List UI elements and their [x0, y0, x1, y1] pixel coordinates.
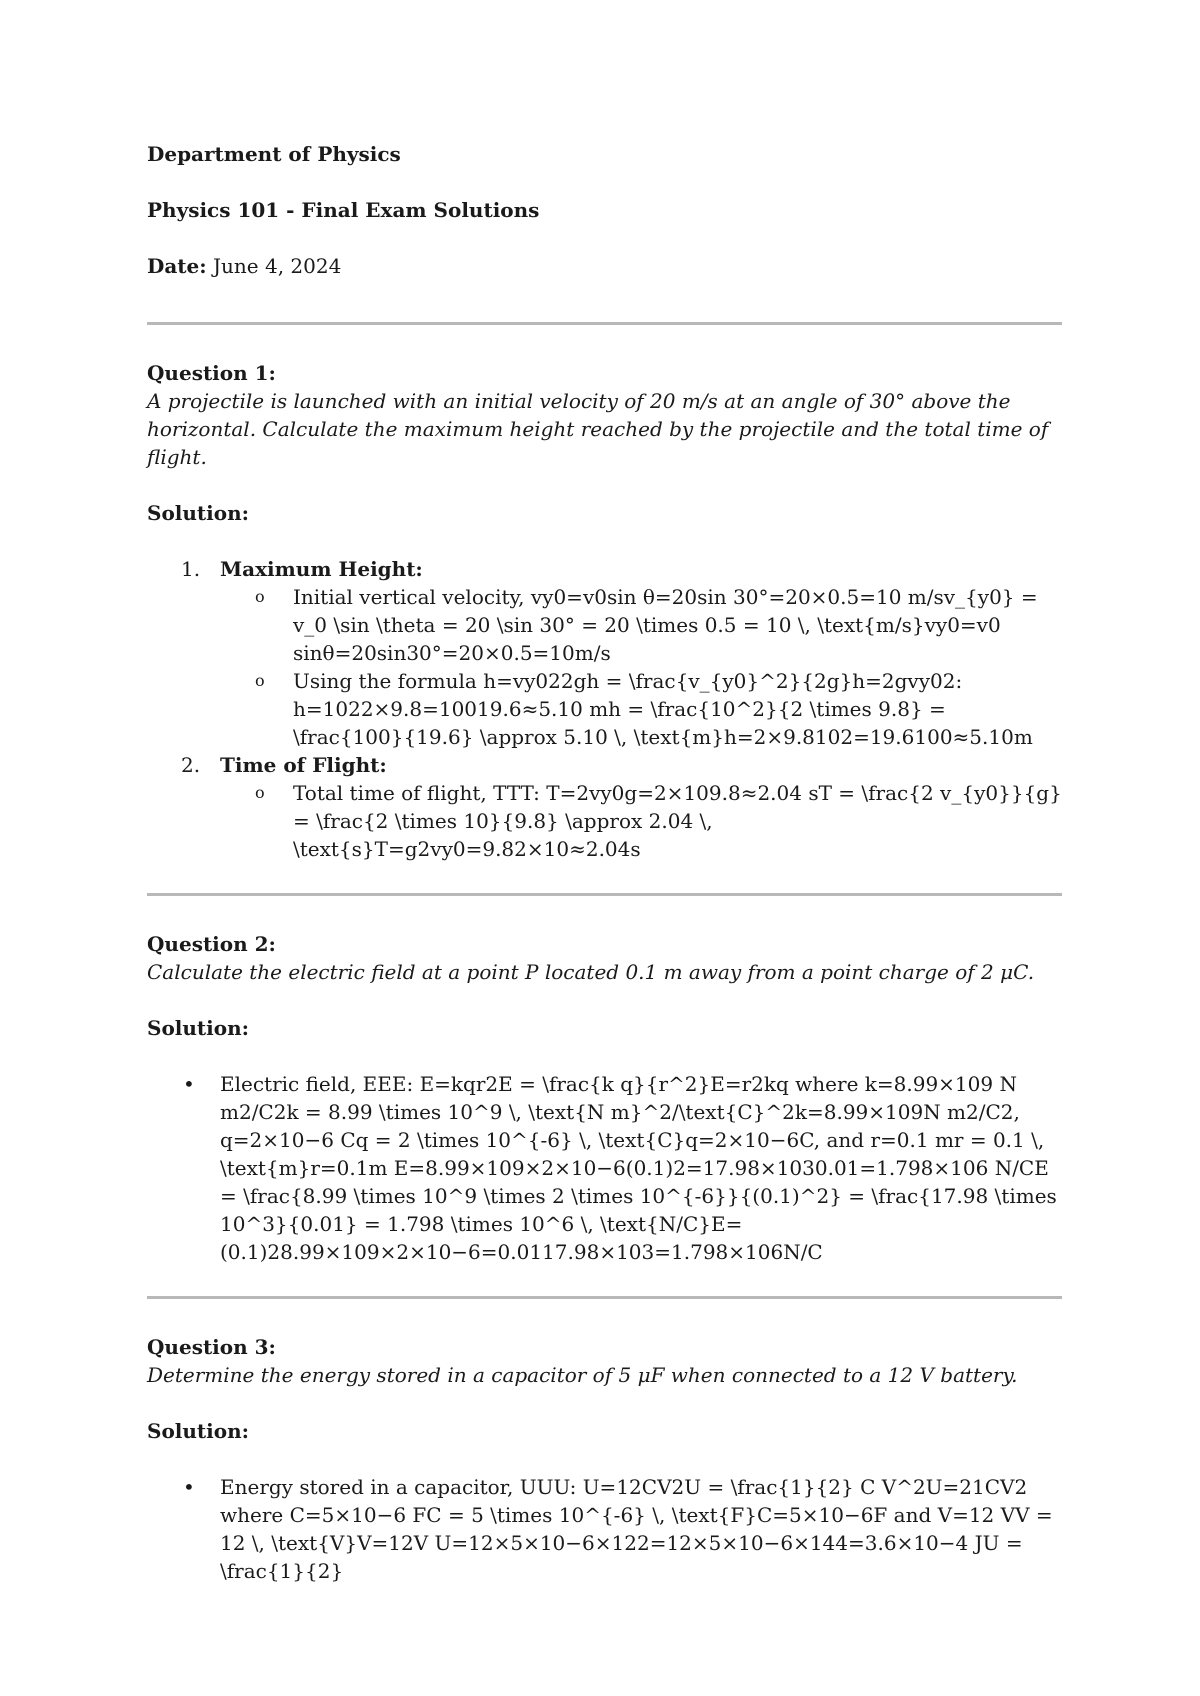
solution-label: Solution: — [147, 1016, 250, 1040]
question-2 — [147, 930, 1062, 1266]
step-detail — [220, 583, 1062, 667]
solution-label: Solution: — [147, 501, 250, 525]
department-heading: Department of Physics — [147, 142, 401, 166]
step-detail — [220, 667, 1062, 751]
solution-steps — [147, 555, 1062, 863]
date-value: June 4, 2024 — [206, 254, 342, 278]
question-text: A projectile is launched with an initial velocity of 20 m/s at an angle of 30° above the horizontal. Calculate the maximum height reached by the projectile and the total time of flight. — [147, 389, 1049, 469]
solution-step — [147, 751, 1062, 863]
bullet-icon: • — [183, 1072, 195, 1096]
solution-bullet — [147, 1473, 1062, 1585]
step-number: 2. — [181, 753, 201, 777]
step-details — [220, 583, 1062, 751]
step-detail — [220, 779, 1062, 863]
question-title: Question 1: — [147, 361, 276, 385]
question-title: Question 3: — [147, 1335, 276, 1359]
solution-bullet-text: Energy stored in a capacitor, UUU: U=12CV2U = \frac{1}{2} C V^2U=21CV2 where C=5×10−6 FC = 5 \times 10^{-6} \, \text{F}C=5×10−6F and V=12 VV = 12 \, \text{V}V=12V U=12×5×10−6×122=12×5×10−6×144=3.6×10−4 JU = \frac{1}{2} — [220, 1475, 1053, 1583]
circle-bullet-icon: o — [255, 783, 265, 802]
question-3 — [147, 1333, 1062, 1585]
step-detail-text: Initial vertical velocity, vy0=v0sin θ=20sin 30°=20×0.5=10 m/sv_{y0} = v_0 \sin \theta = 20 \sin 30° = 20 \times 0.5 = 10 \, \text{m/s}vy0=v0 sinθ=20sin30°=20×0.5=10m/s — [293, 585, 1038, 665]
step-detail-text: Using the formula h=vy022gh = \frac{v_{y0}^2}{2g}h=2gvy02: h=1022×9.8=10019.6≈5.10 mh = \frac{10^2}{2 \times 9.8} = \frac{100}{19.6} \approx 5.10 \, \text{m}h=2×9.8102=19.6100≈5.10m — [293, 669, 1033, 749]
step-details — [220, 779, 1062, 863]
solution-bullet — [147, 1070, 1062, 1266]
bullet-icon: • — [183, 1475, 195, 1499]
solution-bullets — [147, 1070, 1062, 1266]
course-title: Physics 101 - Final Exam Solutions — [147, 198, 540, 222]
solution-label: Solution: — [147, 1419, 250, 1443]
step-title: Time of Flight: — [220, 753, 387, 777]
exam-date — [147, 252, 1062, 280]
date-label: Date: — [147, 254, 207, 278]
solution-step — [147, 555, 1062, 751]
question-text: Calculate the electric field at a point P located 0.1 m away from a point charge of 2 μC. — [147, 960, 1035, 984]
solution-bullet-text: Electric field, EEE: E=kqr2E = \frac{k q}{r^2}E=r2kq where k=8.99×109 N m2/C2k = 8.99 \times 10^9 \, \text{N m}^2/\text{C}^2k=8.99×109N m2/C2, q=2×10−6 Cq = 2 \times 10^{-6} \, \text{C}q=2×10−6C, and r=0.1 mr = 0.1 \, \text{m}r=0.1m E=8.99×109×2×10−6(0.1)2=17.98×1030.01=1.798×106 N/CE = \frac{8.99 \times 10^9 \times 2 \times 10^{-6}}{(0.1)^2} = \frac{17.98 \times 10^3}{0.01} = 1.798 \times 10^6 \, \text{N/C}E=(0.1)28.99×109×2×10−6=0.0117.98×103=1.798×106N/C — [220, 1072, 1057, 1264]
circle-bullet-icon: o — [255, 587, 265, 606]
step-title: Maximum Height: — [220, 557, 423, 581]
question-title: Question 2: — [147, 932, 276, 956]
circle-bullet-icon: o — [255, 671, 265, 690]
question-1 — [147, 359, 1062, 863]
document-page — [147, 140, 1062, 1585]
question-text: Determine the energy stored in a capacitor of 5 μF when connected to a 12 V battery. — [147, 1363, 1018, 1387]
solution-bullets — [147, 1473, 1062, 1585]
step-detail-text: Total time of flight, TTT: T=2vy0g=2×109.8≈2.04 sT = \frac{2 v_{y0}}{g} = \frac{2 \times 10}{9.8} \approx 2.04 \, \text{s}T=g2vy0=9.82×10≈2.04s — [293, 781, 1062, 861]
step-number: 1. — [181, 557, 201, 581]
